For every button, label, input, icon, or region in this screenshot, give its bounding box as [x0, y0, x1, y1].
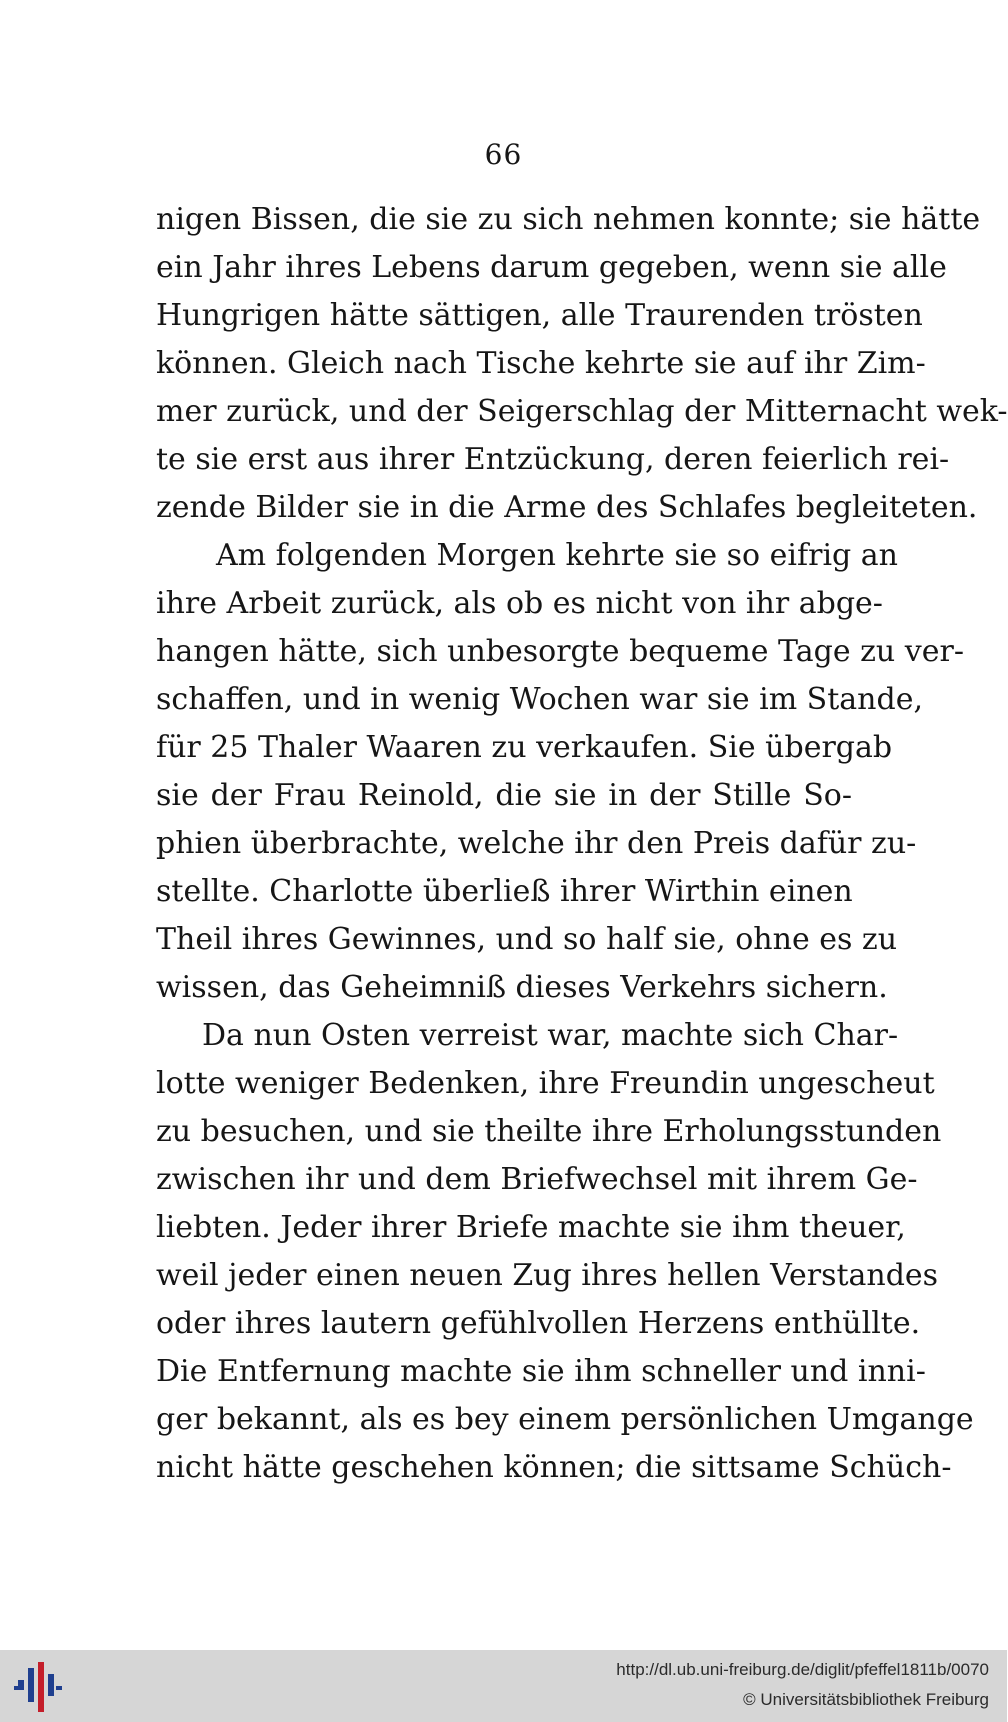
text-line: zu besuchen, und sie theilte ihre Erholungsstunden	[156, 1114, 942, 1149]
body-text	[156, 196, 1008, 1492]
text-line: hangen hätte, sich unbesorgte bequeme Tage zu ver-	[156, 634, 964, 669]
text-line: Da nun Osten verreist war, machte sich Char-	[202, 1018, 899, 1053]
text-line: sie der Frau Reinold, die sie in der Stille So-	[156, 778, 852, 813]
text-line: ein Jahr ihres Lebens darum gegeben, wenn sie alle	[156, 250, 947, 285]
text-line: nigen Bissen, die sie zu sich nehmen konnte; sie hätte	[156, 202, 981, 237]
text-line: Theil ihres Gewinnes, und so half sie, ohne es zu	[156, 922, 898, 957]
text-line: Hungrigen hätte sättigen, alle Traurenden trösten	[156, 298, 923, 333]
footer-bar	[0, 1650, 1007, 1722]
text-line: oder ihres lautern gefühlvollen Herzens enthüllte.	[156, 1306, 921, 1341]
text-line: phien überbrachte, welche ihr den Preis dafür zu-	[156, 826, 917, 861]
text-line: weil jeder einen neuen Zug ihres hellen Verstandes	[156, 1258, 939, 1293]
text-line: für 25 Thaler Waaren zu verkaufen. Sie übergab	[156, 730, 893, 765]
page-number: 66	[484, 138, 523, 171]
text-line: mer zurück, und der Seigerschlag der Mitternacht wek-	[156, 394, 1008, 429]
text-line: Am folgenden Morgen kehrte sie so eifrig an	[216, 538, 898, 573]
text-line: lotte weniger Bedenken, ihre Freundin ungescheut	[156, 1066, 935, 1101]
text-line: wissen, das Geheimniß dieses Verkehrs sichern.	[156, 970, 888, 1005]
library-logo-icon	[14, 1660, 62, 1714]
text-line: können. Gleich nach Tische kehrte sie auf ihr Zim-	[156, 346, 926, 381]
text-line: zwischen ihr und dem Briefwechsel mit ihrem Ge-	[156, 1162, 918, 1197]
source-url-link[interactable]: http://dl.ub.uni-freiburg.de/diglit/pfeffel1811b/0070	[616, 1660, 989, 1679]
text-line: zende Bilder sie in die Arme des Schlafes begleiteten.	[156, 490, 978, 525]
text-line: schaffen, und in wenig Wochen war sie im Stande,	[156, 682, 923, 717]
text-line: liebten. Jeder ihrer Briefe machte sie ihm theuer,	[156, 1210, 906, 1245]
copyright-notice: © Universitätsbibliothek Freiburg	[743, 1690, 989, 1709]
text-line: nicht hätte geschehen können; die sittsame Schüch-	[156, 1450, 952, 1485]
text-line: te sie erst aus ihrer Entzückung, deren feierlich rei-	[156, 442, 950, 477]
text-line: ger bekannt, als es bey einem persönlichen Umgange	[156, 1402, 974, 1437]
text-line: stellte. Charlotte überließ ihrer Wirthin einen	[156, 874, 853, 909]
text-line: ihre Arbeit zurück, als ob es nicht von ihr abge-	[156, 586, 883, 621]
text-line: Die Entfernung machte sie ihm schneller und inni-	[156, 1354, 926, 1389]
